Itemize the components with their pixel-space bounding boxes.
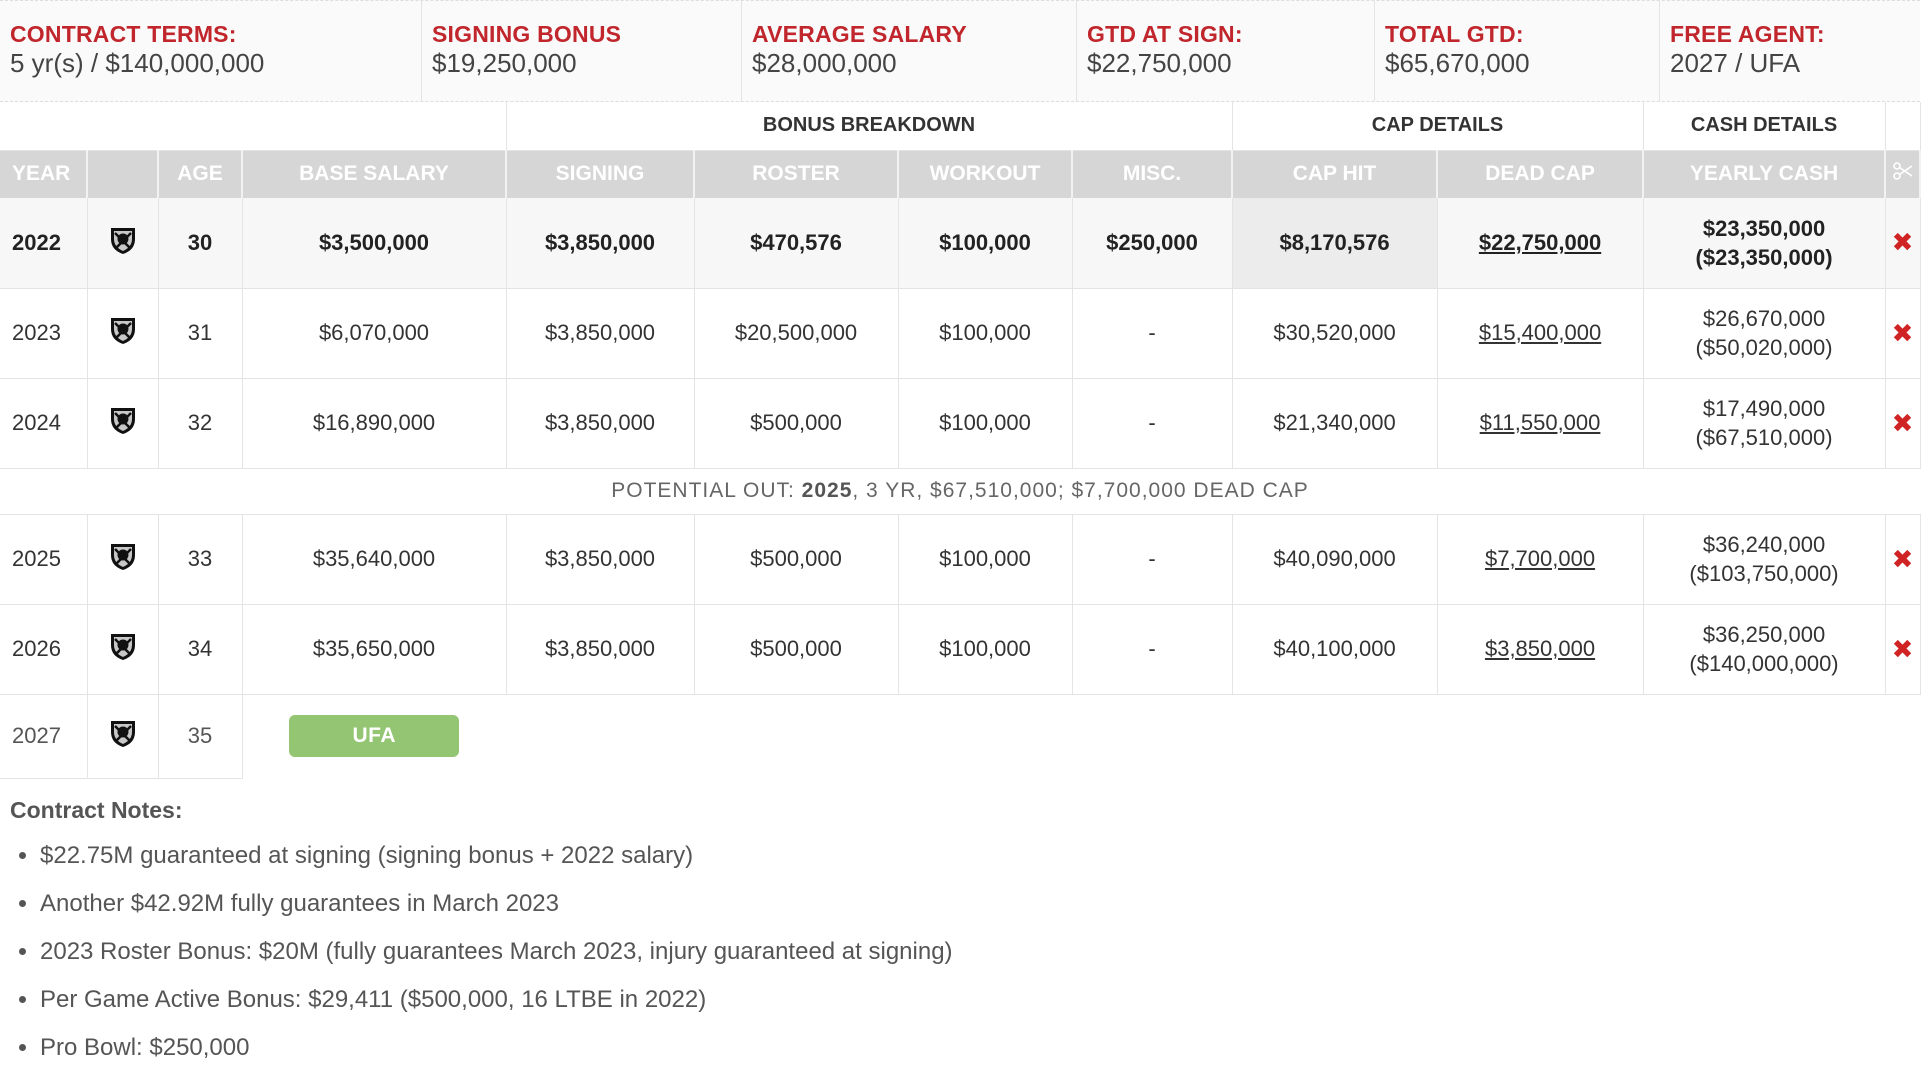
cell-signing: $3,850,000 bbox=[506, 604, 694, 694]
remove-cell bbox=[1885, 378, 1920, 468]
cell-base-salary: $3,500,000 bbox=[242, 198, 506, 288]
cell-year: 2024 bbox=[0, 378, 87, 468]
col-year[interactable]: YEAR bbox=[0, 150, 87, 198]
yearly-cash-value: $23,350,000 bbox=[1702, 215, 1826, 241]
remove-x-icon[interactable]: ✖ bbox=[1891, 317, 1914, 348]
remove-x-icon[interactable]: ✖ bbox=[1891, 633, 1914, 664]
yearly-cash-value: $36,250,000 bbox=[1702, 622, 1826, 647]
potential-out-suffix: , 3 YR, $67,510,000; $7,700,000 DEAD CAP bbox=[852, 479, 1309, 502]
cell-age: 31 bbox=[158, 288, 242, 378]
summary-label: CONTRACT TERMS: bbox=[10, 21, 237, 47]
cell-cap-hit: $40,090,000 bbox=[1232, 514, 1437, 604]
cell-yearly-cash bbox=[1643, 514, 1885, 604]
table-row bbox=[0, 514, 1920, 604]
notes-title: Contract Notes: bbox=[10, 796, 183, 823]
cell-misc: $250,000 bbox=[1072, 198, 1232, 288]
raiders-shield-icon bbox=[109, 541, 137, 571]
cell-year: 2022 bbox=[0, 198, 87, 288]
table-row bbox=[0, 604, 1920, 694]
summary-label: FREE AGENT: bbox=[1670, 21, 1825, 47]
remove-cell bbox=[1885, 514, 1920, 604]
cell-workout: $100,000 bbox=[898, 198, 1072, 288]
col-misc[interactable]: MISC. bbox=[1072, 150, 1232, 198]
raiders-shield-icon bbox=[109, 405, 137, 435]
dead-cap-link[interactable]: $22,750,000 bbox=[1478, 229, 1602, 255]
list-item: • Per Game Active Bonus: $29,411 ($500,000, 16 LTBE in 2022) bbox=[40, 986, 1930, 1014]
cell-cap-hit: $40,100,000 bbox=[1232, 604, 1437, 694]
list-item: • Another $42.92M fully guarantees in March 2023 bbox=[40, 890, 1930, 918]
cell-dead-cap bbox=[1437, 604, 1643, 694]
potential-out-prefix: POTENTIAL OUT: bbox=[611, 479, 802, 502]
cell-roster: $500,000 bbox=[694, 604, 898, 694]
yearly-cash-value: $17,490,000 bbox=[1702, 396, 1826, 421]
table-row bbox=[0, 288, 1920, 378]
team-logo-cell bbox=[87, 604, 158, 694]
raiders-shield-icon bbox=[109, 631, 137, 661]
list-item: • $22.75M guaranteed at signing (signing bonus + 2022 salary) bbox=[40, 842, 1930, 870]
col-roster[interactable]: ROSTER bbox=[694, 150, 898, 198]
ufa-row bbox=[0, 694, 1920, 778]
group-header-row bbox=[0, 102, 1920, 150]
potential-out-year: 2025 bbox=[801, 479, 853, 502]
cell-dead-cap bbox=[1437, 288, 1643, 378]
potential-out-row bbox=[0, 468, 1920, 514]
team-logo-cell bbox=[87, 514, 158, 604]
team-logo-cell bbox=[87, 378, 158, 468]
cell-yearly-cash bbox=[1643, 288, 1885, 378]
dead-cap-link[interactable]: $11,550,000 bbox=[1479, 410, 1601, 435]
cell-signing: $3,850,000 bbox=[506, 288, 694, 378]
cell-age: 35 bbox=[158, 694, 242, 778]
list-item: • Pro Bowl: $250,000 bbox=[40, 1034, 1930, 1062]
group-header-bonus: BONUS BREAKDOWN bbox=[506, 102, 1232, 150]
remove-x-icon[interactable]: ✖ bbox=[1891, 227, 1914, 258]
cell-signing: $3,850,000 bbox=[506, 378, 694, 468]
summary-value: $28,000,000 bbox=[752, 48, 897, 78]
summary-label: AVERAGE SALARY bbox=[752, 21, 967, 47]
col-cap-hit[interactable]: CAP HIT bbox=[1232, 150, 1437, 198]
contract-summary bbox=[0, 0, 1920, 102]
team-logo-cell bbox=[87, 694, 158, 778]
cell-cap-hit: $21,340,000 bbox=[1232, 378, 1437, 468]
cell-base-salary: $35,650,000 bbox=[242, 604, 506, 694]
cell-yearly-cash bbox=[1643, 198, 1885, 288]
cell-cap-hit: $30,520,000 bbox=[1232, 288, 1437, 378]
group-header-blank bbox=[0, 102, 506, 150]
summary-free-agent bbox=[1660, 1, 1920, 101]
remove-cell bbox=[1885, 604, 1920, 694]
col-base-salary[interactable]: BASE SALARY bbox=[242, 150, 506, 198]
raiders-shield-icon bbox=[109, 718, 137, 748]
column-header-row bbox=[0, 150, 1920, 198]
yearly-cash-value: $36,240,000 bbox=[1702, 532, 1826, 557]
cell-year: 2025 bbox=[0, 514, 87, 604]
summary-value: 2027 / UFA bbox=[1670, 48, 1801, 78]
ufa-empty bbox=[506, 694, 1920, 778]
ufa-badge: UFA bbox=[289, 715, 459, 757]
cell-dead-cap bbox=[1437, 514, 1643, 604]
table-row bbox=[0, 378, 1920, 468]
cell-dead-cap bbox=[1437, 378, 1643, 468]
cell-base-salary: $16,890,000 bbox=[242, 378, 506, 468]
raiders-shield-icon bbox=[109, 225, 137, 255]
summary-total-gtd bbox=[1375, 1, 1660, 101]
cumulative-cash-value: ($103,750,000) bbox=[1689, 561, 1839, 586]
cell-age: 30 bbox=[158, 198, 242, 288]
cell-misc: - bbox=[1072, 514, 1232, 604]
cell-age: 34 bbox=[158, 604, 242, 694]
cell-workout: $100,000 bbox=[898, 288, 1072, 378]
ufa-cell bbox=[242, 694, 506, 778]
contract-notes bbox=[0, 779, 1930, 1062]
summary-value: $65,670,000 bbox=[1385, 48, 1530, 78]
cell-roster: $500,000 bbox=[694, 378, 898, 468]
contract-table bbox=[0, 102, 1921, 779]
scissors-icon[interactable] bbox=[1885, 150, 1920, 198]
cell-age: 32 bbox=[158, 378, 242, 468]
cell-yearly-cash bbox=[1643, 604, 1885, 694]
dead-cap-link[interactable]: $3,850,000 bbox=[1484, 636, 1596, 661]
cell-year: 2023 bbox=[0, 288, 87, 378]
cell-misc: - bbox=[1072, 604, 1232, 694]
cell-misc: - bbox=[1072, 378, 1232, 468]
table-row bbox=[0, 198, 1920, 288]
col-age[interactable]: AGE bbox=[158, 150, 242, 198]
cell-roster: $500,000 bbox=[694, 514, 898, 604]
team-logo-cell bbox=[87, 198, 158, 288]
potential-out-text bbox=[0, 468, 1920, 514]
col-workout[interactable]: WORKOUT bbox=[898, 150, 1072, 198]
summary-label: SIGNING BONUS bbox=[432, 21, 622, 47]
summary-value: $19,250,000 bbox=[432, 48, 577, 78]
summary-signing-bonus bbox=[422, 1, 742, 101]
cell-workout: $100,000 bbox=[898, 604, 1072, 694]
cell-base-salary: $35,640,000 bbox=[242, 514, 506, 604]
cell-year: 2026 bbox=[0, 604, 87, 694]
cell-signing: $3,850,000 bbox=[506, 514, 694, 604]
raiders-shield-icon bbox=[109, 315, 137, 345]
group-header-cap: CAP DETAILS bbox=[1232, 102, 1643, 150]
cell-signing: $3,850,000 bbox=[506, 198, 694, 288]
remove-x-icon[interactable]: ✖ bbox=[1891, 543, 1914, 574]
cell-age: 33 bbox=[158, 514, 242, 604]
remove-x-icon[interactable]: ✖ bbox=[1891, 407, 1914, 438]
dead-cap-link[interactable]: $7,700,000 bbox=[1484, 546, 1596, 571]
team-logo-cell bbox=[87, 288, 158, 378]
summary-value: 5 yr(s) / $140,000,000 bbox=[10, 48, 265, 78]
group-header-cash: CASH DETAILS bbox=[1643, 102, 1885, 150]
dead-cap-link[interactable]: $15,400,000 bbox=[1478, 320, 1602, 345]
cumulative-cash-value: ($23,350,000) bbox=[1695, 244, 1833, 270]
cumulative-cash-value: ($140,000,000) bbox=[1689, 651, 1839, 676]
col-yearly-cash[interactable]: YEARLY CASH bbox=[1643, 150, 1885, 198]
summary-label: TOTAL GTD: bbox=[1385, 21, 1524, 47]
summary-gtd-at-sign bbox=[1077, 1, 1375, 101]
group-header-empty bbox=[1885, 102, 1920, 150]
summary-average-salary bbox=[742, 1, 1077, 101]
cell-workout: $100,000 bbox=[898, 378, 1072, 468]
col-signing[interactable]: SIGNING bbox=[506, 150, 694, 198]
cumulative-cash-value: ($50,020,000) bbox=[1695, 335, 1833, 360]
summary-label: GTD AT SIGN: bbox=[1087, 21, 1243, 47]
col-team bbox=[87, 150, 158, 198]
cell-yearly-cash bbox=[1643, 378, 1885, 468]
cumulative-cash-value: ($67,510,000) bbox=[1695, 425, 1833, 450]
summary-value: $22,750,000 bbox=[1087, 48, 1232, 78]
remove-cell bbox=[1885, 288, 1920, 378]
notes-list bbox=[10, 842, 1930, 1062]
list-item: • 2023 Roster Bonus: $20M (fully guarantees March 2023, injury guaranteed at signing) bbox=[40, 938, 1930, 966]
col-dead-cap[interactable]: DEAD CAP bbox=[1437, 150, 1643, 198]
summary-contract-terms bbox=[0, 1, 422, 101]
cell-year: 2027 bbox=[0, 694, 87, 778]
cell-roster: $470,576 bbox=[694, 198, 898, 288]
cell-misc: - bbox=[1072, 288, 1232, 378]
remove-cell bbox=[1885, 198, 1920, 288]
cell-base-salary: $6,070,000 bbox=[242, 288, 506, 378]
cell-cap-hit: $8,170,576 bbox=[1232, 198, 1437, 288]
cell-roster: $20,500,000 bbox=[694, 288, 898, 378]
cell-dead-cap bbox=[1437, 198, 1643, 288]
cell-workout: $100,000 bbox=[898, 514, 1072, 604]
yearly-cash-value: $26,670,000 bbox=[1702, 306, 1826, 331]
